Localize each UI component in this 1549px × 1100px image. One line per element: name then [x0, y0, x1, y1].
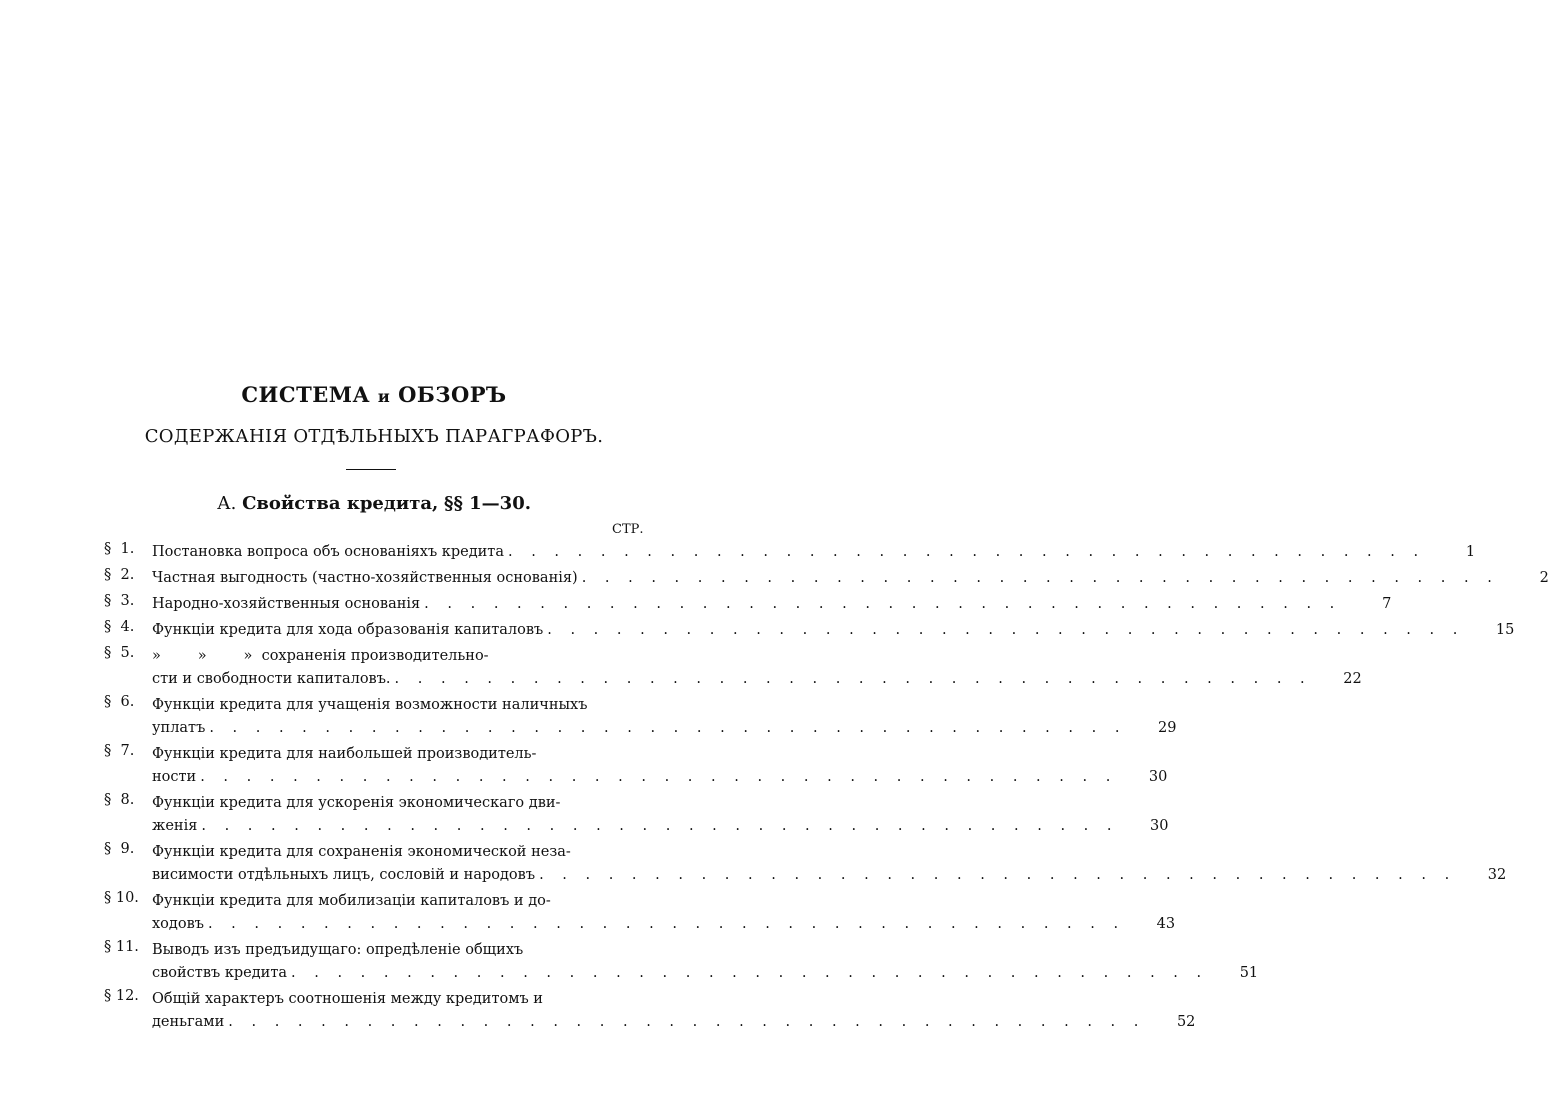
section-title: Свойства кредита, — [242, 493, 439, 514]
entry-body — [152, 567, 1549, 590]
paragraph-number: § 2. — [104, 567, 135, 583]
title-part-2: ОБЗОРЪ — [398, 382, 507, 407]
table-of-contents — [104, 541, 1549, 1037]
entry-text: деньгами — [152, 1014, 225, 1030]
entry-line — [152, 864, 1506, 887]
page-number: 30 — [1150, 818, 1169, 834]
toc-entry — [104, 645, 1362, 691]
section-heading — [0, 493, 748, 514]
entry-line — [152, 593, 1391, 616]
entry-text: свойствъ кредита — [152, 965, 288, 981]
entry-body — [152, 939, 1258, 985]
toc-entry — [104, 567, 1549, 590]
section-range: §§ 1—30. — [444, 493, 531, 514]
entry-text: уплатъ — [152, 720, 206, 736]
leader-dots: . . . . . . . . . . . . . . . . . . . . . . . . . . . . . . . . . . . . . . . . — [201, 818, 1119, 834]
toc-entry — [104, 792, 1169, 838]
entry-line — [152, 766, 1167, 789]
paragraph-number: § 5. — [104, 645, 135, 661]
paragraph-number: § 7. — [104, 743, 135, 759]
leader-dots: . . . . . . . . . . . . . . . . . . . . . . . . . . . . . . . . . . . . . . . . — [209, 720, 1127, 736]
page-number: 43 — [1156, 916, 1176, 932]
entry-text: Функціи кредита для сохраненія экономической неза- — [152, 844, 571, 860]
paragraph-number: § 1. — [104, 541, 135, 557]
entry-line — [152, 567, 1549, 590]
entry-body — [152, 988, 1195, 1034]
entry-text: Выводъ изъ предъидущаго: опредѣленіе общихъ — [152, 942, 524, 958]
paragraph-number: § 12. — [104, 988, 139, 1004]
entry-line — [152, 988, 1195, 1011]
leader-dots: . . . . . . . . . . . . . . . . . . . . . . . . . . . . . . . . . . . . . . . . — [539, 867, 1457, 883]
entry-body — [152, 593, 1391, 616]
paragraph-number: § 9. — [104, 841, 135, 857]
entry-text: Народно-хозяйственныя основанія — [152, 596, 421, 612]
entry-body — [152, 890, 1175, 936]
page-number: 7 — [1382, 596, 1392, 612]
paragraph-number: § 10. — [104, 890, 139, 906]
title-part-1: СИСТЕМА — [241, 382, 371, 407]
leader-dots: . . . . . . . . . . . . . . . . . . . . . . . . . . . . . . . . . . . . . . . . — [200, 769, 1118, 785]
entry-line — [152, 913, 1175, 936]
entry-line — [152, 743, 1167, 766]
entry-text: Функціи кредита для мобилизаціи капиталовъ и до- — [152, 893, 551, 909]
leader-dots: . . . . . . . . . . . . . . . . . . . . . . . . . . . . . . . . . . . . . . . . — [394, 671, 1312, 687]
entry-body — [152, 743, 1167, 789]
leader-dots: . . . . . . . . . . . . . . . . . . . . . . . . . . . . . . . . . . . . . . . . — [547, 622, 1465, 638]
title-conjunction: и — [377, 387, 391, 406]
entry-text: ходовъ — [152, 916, 204, 932]
divider-rule — [346, 469, 396, 470]
toc-entry — [104, 619, 1515, 642]
page-number: 51 — [1239, 965, 1259, 981]
paragraph-number: § 6. — [104, 694, 135, 710]
entry-text: висимости отдѣльныхъ лицъ, сословій и народовъ — [152, 867, 536, 883]
entry-line — [152, 1011, 1195, 1034]
toc-entry — [104, 988, 1196, 1034]
leader-dots: . . . . . . . . . . . . . . . . . . . . . . . . . . . . . . . . . . . . . . . . — [291, 965, 1209, 981]
toc-entry — [104, 593, 1392, 616]
entry-line — [152, 792, 1169, 815]
page-number: 52 — [1176, 1014, 1196, 1030]
page-number: 2 — [1539, 570, 1549, 586]
toc-entry — [104, 841, 1507, 887]
leader-dots: . . . . . . . . . . . . . . . . . . . . . . . . . . . . . . . . . . . . . . . . — [207, 916, 1126, 932]
entry-line — [152, 694, 1176, 717]
entry-text: Функціи кредита для учащенія возможности наличныхъ — [152, 697, 588, 713]
paragraph-number: § 11. — [104, 939, 139, 955]
toc-entry — [104, 694, 1177, 740]
leader-dots: . . . . . . . . . . . . . . . . . . . . . . . . . . . . . . . . . . . . . . . . — [228, 1014, 1146, 1030]
page-number: 1 — [1465, 544, 1476, 560]
document-subtitle: СОДЕРЖАНІЯ ОТДѢЛЬНЫХЪ ПАРАГРАФОРЪ. — [144, 426, 604, 447]
entry-body — [152, 792, 1169, 838]
entry-text: » » » сохраненія производительно- — [152, 648, 489, 664]
entry-line — [152, 717, 1176, 740]
entry-body — [152, 841, 1506, 887]
toc-entry — [104, 939, 1259, 985]
entry-text: Постановка вопроса объ основаніяхъ кредита — [152, 544, 504, 560]
entry-text: Частная выгодность (частно-хозяйственныя основанія) — [152, 570, 578, 586]
entry-text: сти и свободности капиталовъ. — [152, 671, 391, 687]
entry-line — [152, 962, 1258, 985]
entry-text: Функціи кредита для наибольшей производитель- — [152, 746, 537, 762]
page-column-label: СТР. — [612, 522, 644, 537]
entry-text: Функціи кредита для хода образованія капиталовъ — [152, 622, 544, 638]
entry-text: ности — [152, 769, 197, 785]
entry-line — [152, 841, 1506, 864]
leader-dots: . . . . . . . . . . . . . . . . . . . . . . . . . . . . . . . . . . . . . . . . — [424, 596, 1342, 612]
leader-dots: . . . . . . . . . . . . . . . . . . . . . . . . . . . . . . . . . . . . . . . . — [507, 544, 1426, 560]
paragraph-number: § 8. — [104, 792, 135, 808]
entry-body — [152, 645, 1362, 691]
entry-text: Общій характеръ соотношенія между кредитомъ и — [152, 991, 543, 1007]
entry-body — [152, 619, 1514, 642]
page-number: 29 — [1157, 720, 1177, 736]
entry-body — [152, 541, 1475, 564]
section-label: А. — [217, 493, 237, 514]
entry-line — [152, 815, 1169, 838]
toc-entry — [104, 743, 1168, 789]
paragraph-number: § 3. — [104, 593, 135, 609]
toc-entry — [104, 541, 1476, 564]
entry-line — [152, 939, 1258, 962]
toc-entry — [104, 890, 1176, 936]
entry-text: Функціи кредита для ускоренія экономическаго дви- — [152, 795, 561, 811]
page-number: 32 — [1487, 867, 1507, 883]
page-number: 15 — [1495, 622, 1515, 638]
entry-line — [152, 541, 1475, 564]
entry-text: женія — [152, 818, 198, 834]
entry-line — [152, 645, 1362, 668]
entry-line — [152, 890, 1175, 913]
paragraph-number: § 4. — [104, 619, 135, 635]
entry-line — [152, 619, 1514, 642]
entry-body — [152, 694, 1176, 740]
entry-line — [152, 668, 1362, 691]
page-number: 22 — [1343, 671, 1362, 687]
leader-dots: . . . . . . . . . . . . . . . . . . . . . . . . . . . . . . . . . . . . . . . . — [581, 570, 1499, 586]
document-title — [0, 382, 748, 407]
page-number: 30 — [1148, 769, 1168, 785]
